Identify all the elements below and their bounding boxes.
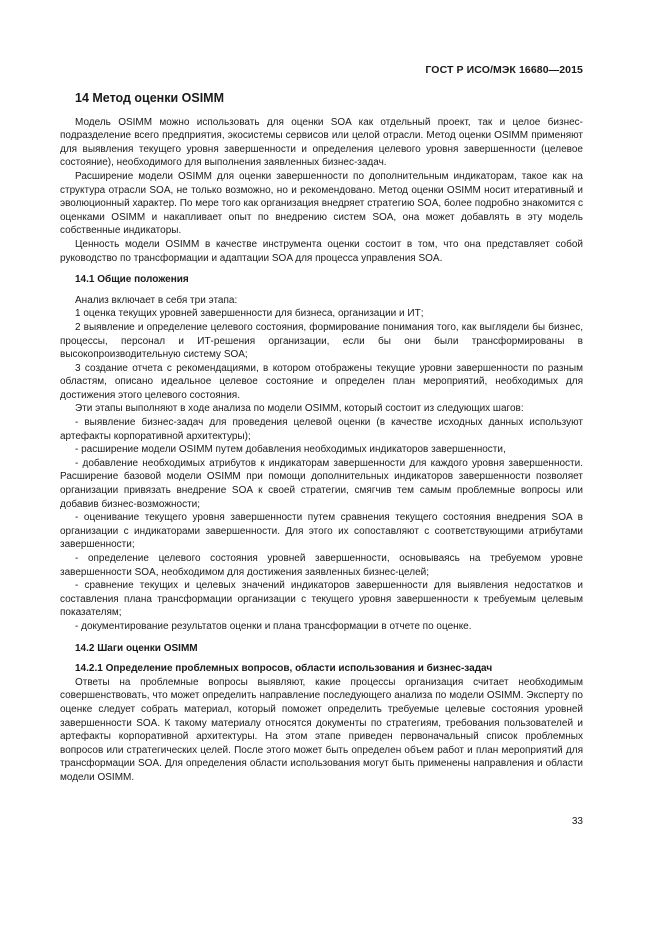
list-item: - определение целевого состояния уровней завершенности, основываясь на требуемом уровне завершенности SOA, необходимом для достижения заявленных бизнес-целей; (60, 553, 583, 578)
list-item: - сравнение текущих и целевых значений индикаторов завершенности для выявления недостатков и составления плана трансформации организации с текущего уровня завершенности к требуемым целевым показателям; (60, 580, 583, 619)
list-item: - документирование результатов оценки и плана трансформации в отчете по оценке. (75, 620, 472, 632)
paragraph: Ответы на проблемные вопросы выявляют, какие процессы организация считает необходимым совершенствовать, что может определить направление последующего анализа по модели OSIMM. Эксперту по оценке следует собрать материал, который поможет определить требуемые целевые состояния уровней завершенности SOA. К такому материалу относятся документы по стратегиям, требования пользователей и артефакты корпоративной архитектуры. На этом этапе приведен первоначальный список проблемных вопросов или стратегических целей. После этого может быть определен объем работ и план мероприятий для трансформации SOA. Для определения области использования могут быть применены направления и области модели OSIMM. (60, 676, 583, 783)
paragraph: Анализ включает в себя три этапа: (75, 294, 238, 306)
paragraph: Ценность модели OSIMM в качестве инструмента оценки состоит в том, что она представляет собой руководство по трансформации и адаптации SOA для процесса управления SOA. (60, 238, 583, 264)
list-item: 3 создание отчета с рекомендациями, в котором отображены текущие уровни завершенности по разным областям, описано идеальное целевое состояние и определен план мероприятий, необходимых для достижения этого целевого состояния. (60, 362, 583, 401)
subsection-title: 14.1 Общие положения (75, 274, 189, 286)
list-item: - расширение модели OSIMM путем добавления необходимых индикаторов завершенности, (75, 444, 506, 456)
page-content (60, 92, 583, 785)
list-item: - добавление необходимых атрибутов к индикаторам завершенности для каждого уровня завершенности. Расширение базовой модели OSIMM при помощи дополнительных индикаторов завершенности позволяет организации привязать внедрение SOA к своей стратегии, смягчив тем самым проблемные вопросы или добавив бизнес-возможности; (60, 457, 583, 510)
page-number: 33 (571, 816, 583, 827)
section-title: 14 Метод оценки OSIMM (75, 91, 225, 105)
paragraph: Модель OSIMM можно использовать для оценки SOA как отдельный проект, так и целое бизнес-подразделение всего предприятия, экосистемы сервисов или целой отрасли. Метод оценки OSIMM применяют для выявления текущего уровня завершенности и определения целевого уровня завершенности (целевое состояние), необходимого для выполнения заявленных бизнес-задач. (60, 116, 583, 169)
subsubsection-title: 14.2.1 Определение проблемных вопросов, области использования и бизнес-задач (75, 663, 493, 675)
list-item: 1 оценка текущих уровней завершенности для бизнеса, организации и ИТ; (75, 308, 424, 320)
list-item: - выявление бизнес-задач для проведения целевой оценки (в качестве исходных данных используют артефакты корпоративной архитектуры); (60, 417, 583, 442)
subsection-title: 14.2 Шаги оценки OSIMM (75, 642, 198, 654)
paragraph: Расширение модели OSIMM для оценки завершенности по дополнительным индикаторам, такое как на структура отрасли SOA, не только возможно, но и рекомендовано. Метод оценки OSIMM носит итеративный и эволюционный характер. По мере того как организация внедряет стратегию SOA, более подробно знакомится с оценками OSIMM и накапливает опыт по внедрению систем SOA, она может добавлять в эту модель собственные индикаторы. (60, 170, 583, 237)
list-item: - оценивание текущего уровня завершенности путем сравнения текущего состояния внедрения SOA в организации с индикаторами завершенности. Для этого их сопоставляют с соответствующими атрибутами завершенности; (60, 512, 583, 551)
standard-header: ГОСТ Р ИСО/МЭК 16680—2015 (425, 64, 583, 76)
list-item: 2 выявление и определение целевого состояния, формирование понимания того, как выглядели бы бизнес, процессы, персонал и ИТ-решения организации, если бы они были трансформированы в высокопроизводительную систему SOA; (60, 321, 583, 361)
paragraph: Эти этапы выполняют в ходе анализа по модели OSIMM, который состоит из следующих шагов: (75, 403, 524, 415)
